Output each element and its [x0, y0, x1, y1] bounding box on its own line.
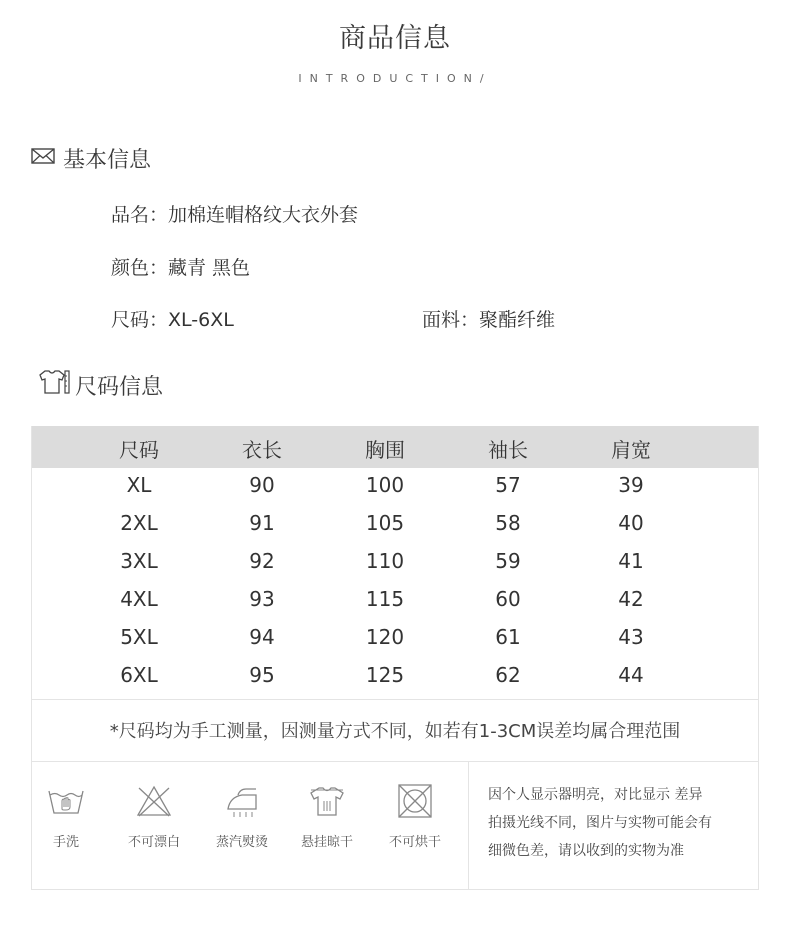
- table-cell: 95: [249, 663, 275, 687]
- size-range-row: [111, 305, 234, 332]
- measurement-note: *尺码均为手工测量，因测量方式不同，如若有1-3CM误差均属合理范围: [109, 721, 681, 742]
- fabric-row: [422, 305, 555, 332]
- page-title: 商品信息: [339, 23, 451, 54]
- care-label-no-tumble-dry: 不可烘干: [388, 835, 441, 850]
- care-item-hang-dry: [287, 783, 367, 850]
- product-name-value: 加棉连帽格纹大衣外套: [168, 204, 359, 226]
- table-cell: 91: [249, 511, 275, 535]
- care-label-hang-dry: 悬挂晾干: [300, 835, 353, 850]
- table-cell: 39: [618, 473, 644, 497]
- care-label-no-bleach: 不可漂白: [127, 835, 180, 850]
- table-cell: 120: [365, 625, 405, 649]
- table-cell: 94: [249, 625, 275, 649]
- care-label-hand-wash: 手洗: [52, 835, 79, 850]
- no-tumble-dry-icon: [375, 783, 455, 819]
- table-cell: 57: [495, 473, 521, 497]
- table-cell: 43: [618, 625, 644, 649]
- steam-iron-icon: [202, 783, 282, 819]
- size-table-header: [32, 426, 758, 468]
- table-cell: 6XL: [120, 663, 158, 687]
- hang-dry-icon: [287, 783, 367, 819]
- table-cell: XL: [126, 473, 152, 497]
- color-disclaimer: [488, 781, 758, 865]
- table-cell: 93: [249, 587, 275, 611]
- fabric-label: 面料：: [422, 309, 480, 331]
- column-header-chest: 胸围: [365, 438, 405, 462]
- table-cell: 2XL: [120, 511, 158, 535]
- care-divider: [468, 761, 469, 889]
- table-cell: 3XL: [120, 549, 158, 573]
- table-cell: 90: [249, 473, 275, 497]
- care-item-no-tumble-dry: [375, 783, 455, 850]
- color-row: [111, 253, 250, 280]
- size-info-title: 尺码信息: [75, 374, 164, 400]
- disclaimer-line: 细微色差，请以收到的实物为准: [488, 843, 684, 859]
- basic-info-title: 基本信息: [63, 148, 152, 173]
- disclaimer-line: 因个人显示器明亮，对比显示 差异: [488, 787, 703, 803]
- column-header-size: 尺码: [119, 438, 159, 462]
- envelope-icon: [31, 146, 55, 171]
- column-header-shoulder: 肩宽: [611, 438, 651, 462]
- size-table: [31, 426, 759, 700]
- table-cell: 105: [365, 511, 405, 535]
- care-item-no-bleach: [114, 783, 194, 850]
- shirt-ruler-icon: [37, 368, 71, 402]
- care-label-steam-iron: 蒸汽熨烫: [215, 835, 268, 850]
- table-cell: 62: [495, 663, 521, 687]
- table-cell: 59: [495, 549, 521, 573]
- table-cell: 110: [365, 549, 405, 573]
- column-header-length: 衣长: [242, 438, 282, 462]
- table-cell: 60: [495, 587, 521, 611]
- table-cell: 115: [365, 587, 405, 611]
- color-label: 颜色：: [111, 257, 169, 279]
- size-info-heading: [37, 368, 163, 402]
- page-subtitle: INTRODUCTION/: [298, 72, 492, 85]
- product-name-label: 品名：: [111, 204, 169, 226]
- table-cell: 4XL: [120, 587, 158, 611]
- basic-info-heading: [31, 143, 151, 174]
- care-item-steam-iron: [202, 783, 282, 850]
- table-cell: 41: [618, 549, 644, 573]
- no-bleach-icon: [114, 783, 194, 819]
- table-cell: 125: [365, 663, 405, 687]
- table-cell: 92: [249, 549, 275, 573]
- size-range-value: XL-6XL: [168, 309, 234, 331]
- table-cell: 5XL: [120, 625, 158, 649]
- hand-wash-icon: [26, 783, 106, 819]
- table-cell: 100: [365, 473, 405, 497]
- product-name-row: [111, 200, 358, 227]
- column-header-sleeve: 袖长: [488, 438, 528, 462]
- size-range-label: 尺码：: [111, 309, 169, 331]
- disclaimer-line: 拍摄光线不同，图片与实物可能会有: [488, 815, 712, 831]
- fabric-value: 聚酯纤维: [479, 309, 556, 331]
- color-value: 藏青 黑色: [168, 257, 251, 279]
- table-cell: 44: [618, 663, 644, 687]
- table-cell: 58: [495, 511, 521, 535]
- measurement-note-box: [31, 699, 759, 762]
- care-item-hand-wash: [26, 783, 106, 850]
- table-cell: 42: [618, 587, 644, 611]
- table-cell: 40: [618, 511, 644, 535]
- care-instructions: [31, 761, 759, 890]
- table-cell: 61: [495, 625, 521, 649]
